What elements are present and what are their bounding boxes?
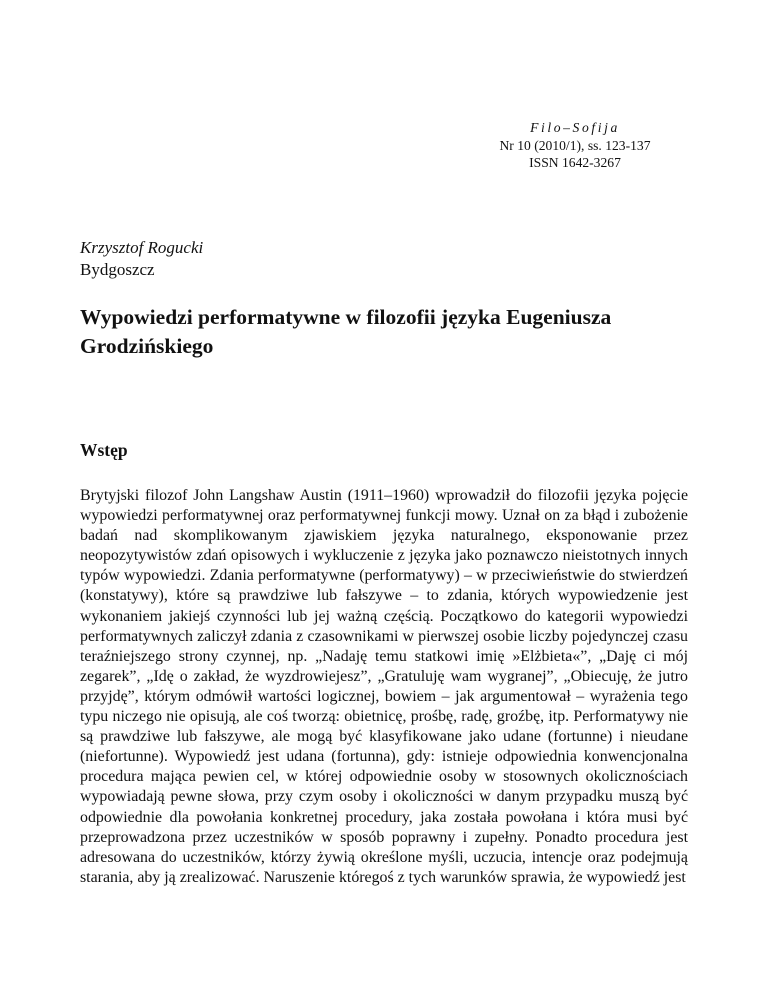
author-city: Bydgoszcz bbox=[80, 260, 155, 279]
section-heading: Wstęp bbox=[80, 440, 128, 460]
journal-name: Filo–Sofija bbox=[530, 120, 620, 135]
issn: ISSN 1642-3267 bbox=[529, 155, 621, 170]
author-block bbox=[80, 237, 203, 281]
issue-info: Nr 10 (2010/1), ss. 123-137 bbox=[499, 137, 651, 153]
author-name: Krzysztof Rogucki bbox=[80, 238, 204, 257]
journal-masthead bbox=[440, 119, 710, 172]
article-title: Wypowiedzi performatywne w filozofii języka Eugeniusza Grodzińskiego bbox=[80, 305, 612, 358]
body-paragraph: Brytyjski filozof John Langshaw Austin (1911–1960) wprowadził do filozofii języka pojęcie wypowiedzi performatywnej oraz performatywnej funkcji mowy. Uznał on za błąd i zubożenie badań nad skomplikowanym zjawiskiem języka naturalnego, eksponowanie przez neopozytywistów zdań opisowych i wykluczenie z języka jako poznawczo nieistotnych innych typów wypowiedzi. Zdania performatywne (performatywy) – w przeciwieństwie do stwierdzeń (konstatywy), które są prawdziwe lub fałszywe – to zdania, których wypowiedzenie jest wykonaniem jakiejś czynności lub jej ważną częścią. Początkowo do kategorii wypowiedzi performatywnych zaliczył zdania z czasownikami w pierwszej osobie liczby pojedynczej czasu teraźniejszego strony czynnej, np. „Nadaję temu statkowi imię »Elżbieta«”, „Daję ci mój zegarek”, „Idę o zakład, że wyzdrowiejesz”, „Gratuluję wam wygranej”, „Obiecuję, że jutro przyjdę”, którym odmówił wartości logicznej, bowiem – jak argumentował – wyrażenia tego typu niczego nie opisują, ale coś tworzą: obietnicę, prośbę, radę, groźbę, itp. Performatywy nie są prawdziwe lub fałszywe, ale mogą być klasyfikowane jako udane (fortunne) i nieudane (niefortunne). Wypowiedź jest udana (fortunna), gdy: istnieje odpowiednia konwencjonalna procedura mająca pewien cel, w której odpowiednie osoby w stosownych okolicznościach wypowiadają pewne słowa, przy czym osoby i okoliczności w danym przypadku muszą być odpowiednie dla powołania konkretnej procedury, jaka została powołana i która musi być przeprowadzona przez uczestników w sposób poprawny i zupełny. Ponadto procedura jest adresowana do uczestników, którzy żywią określone myśli, uczucia, intencje oraz podejmują starania, aby ją zrealizować. Naruszenie któregoś z tych warunków sprawia, że wypowiedź jest bbox=[80, 487, 688, 886]
